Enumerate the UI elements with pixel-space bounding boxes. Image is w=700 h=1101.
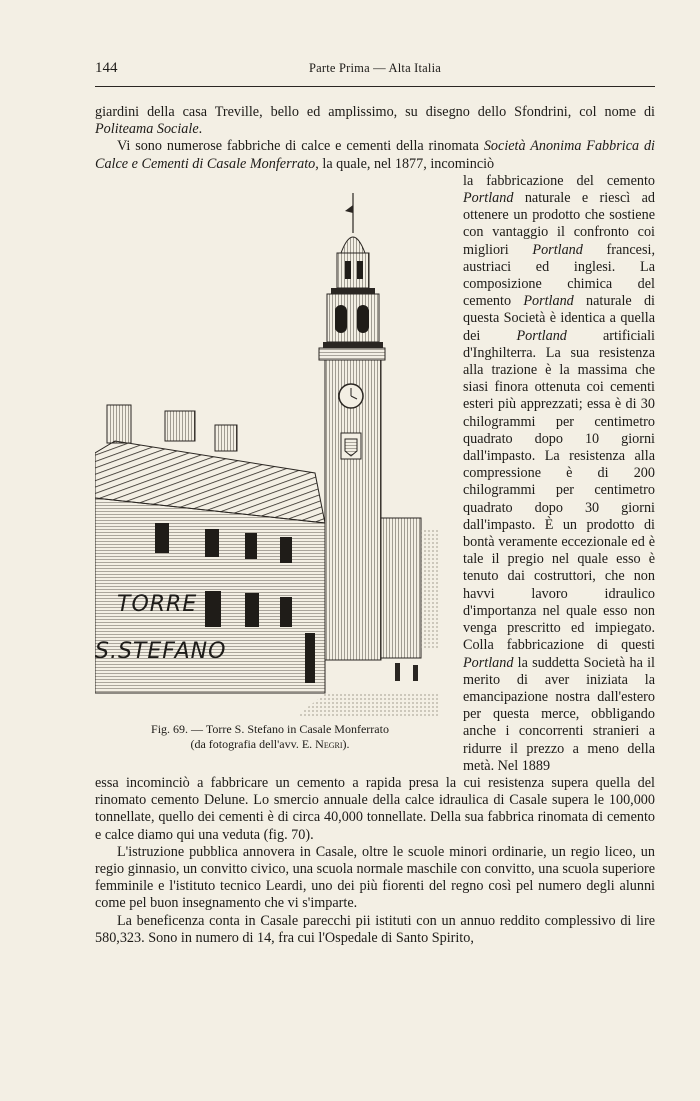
figure-and-column	[95, 173, 655, 775]
inscription-line-2: S.STEFANO	[95, 638, 227, 664]
header-rule	[95, 86, 655, 87]
running-title: Parte Prima — Alta Italia	[308, 61, 442, 75]
inscription-line-1: TORRE	[117, 591, 198, 617]
page-header	[95, 60, 655, 80]
caption-line-1: Fig. 69. — Torre S. Stefano in Casale Monferrato	[151, 721, 389, 736]
paragraph-politeama: giardini della casa Treville, bello ed amplissimo, su disegno dello Sfondrini, col nome di Politeama Sociale.	[95, 104, 655, 138]
paragraph-education: L'istruzione pubblica annovera in Casale, oltre le scuole minori ordinarie, un regio liceo, un regio ginnasio, un convitto civico, una scuola normale maschile con convitto, una scuola superiore femminile e l'istituto tecnico Leardi, uno dei più fiorenti del regno così pel numero degli alunni come pel buon insegnamento che vi s'imparte.	[95, 843, 655, 912]
page-number: 144	[95, 60, 118, 76]
paragraph-cement-continued: essa incominciò a fabbricare un cemento a rapida presa la cui resistenza supera quella del rinomato cemento Delune. Lo smercio annuale della calce idraulica di Casale supera le 100,000 tonnellate, quello dei cementi è di circa 40,000 tonnellate. Della sua fabbrica rinomata di cemento e calce diamo qui una veduta (fig. 70).	[95, 774, 655, 843]
paragraph-cement-intro: Vi sono numerose fabbriche di calce e cementi della rinomata Società Anonima Fabbrica di Calce e Cementi di Casale Monferrato, la quale, nel 1877, incominciò	[95, 138, 655, 172]
figure-69	[95, 173, 455, 763]
tower-engraving	[95, 193, 440, 718]
caption-line-2: (da fotografia dell'avv. E. Negri).	[190, 736, 350, 751]
side-column-text: la fabbricazione del cemento Portland naturale e riescì ad ottenere un prodotto che sostiene con vantaggio il confronto coi migliori Portland francesi, austriaci ed inglesi. La composizione chimica del cemento Portland naturale di questa Società è identica a quella dei Portland artificiali d'Inghilterra. La sua resistenza alla trazione è la massima che siasi finora ottenuta coi cementi esteri più apprezzati; essa è di 30 chilogrammi per centimetro quadrato dopo 10 giorni dall'impasto. La resistenza alla compressione è di 200 chilogrammi per centimetro quadrato dopo 30 giorni dall'impasto. È un prodotto di bontà veramente eccezionale ed è tale il pregio nel quale esso è tenuto dai costruttori, che non havvi lavoro idraulico d'importanza nel quale esso non venga prescritto ed impiegato. Colla fabbricazione di questi Portland la suddetta Società ha il merito di aver iniziata la emancipazione nostra dall'estero per questa merce, obbligando anche i concorrenti stranieri a ridurre il prezzo a meno della metà. Nel 1889	[463, 172, 655, 774]
paragraph-charity: La beneficenza conta in Casale parecchi pii istituti con un annuo reddito complessivo di lire 580,323. Sono in numero di 14, fra cui l'Ospedale di Santo Spirito,	[95, 912, 655, 946]
figure-caption	[120, 722, 420, 752]
body-text	[95, 104, 655, 947]
